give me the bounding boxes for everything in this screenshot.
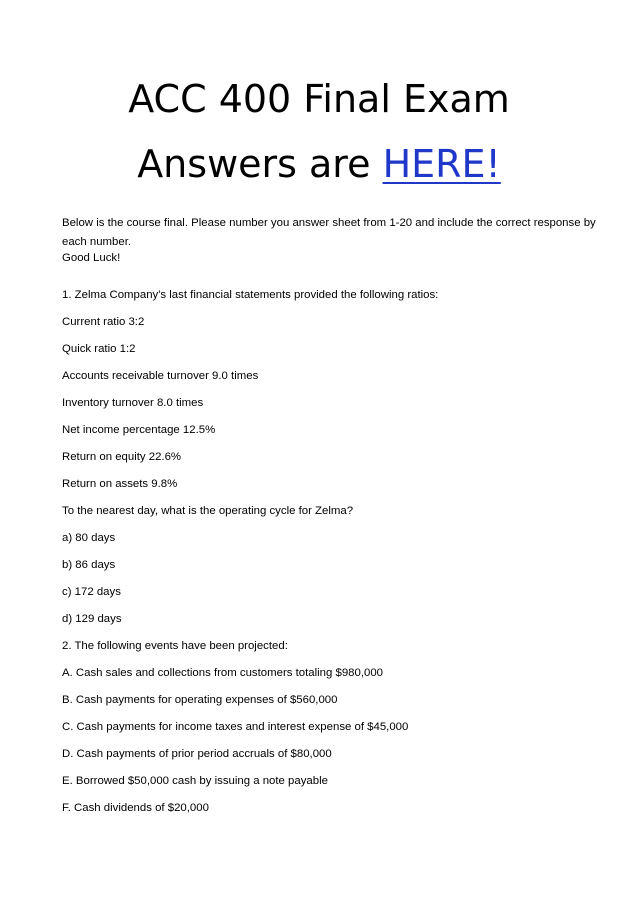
event-line: D. Cash payments of prior period accruals of $80,000 [62,748,332,760]
event-line: E. Borrowed $50,000 cash by issuing a note payable [62,775,328,787]
ratio-line: Quick ratio 1:2 [62,343,136,355]
page-title-line-2 [0,138,638,190]
ratio-line: Return on equity 22.6% [62,451,182,463]
event-line: B. Cash payments for operating expenses of $560,000 [62,694,338,706]
page-title-line-1: ACC 400 Final Exam [128,77,510,121]
ratio-line: Net income percentage 12.5% [62,424,216,436]
event-line: A. Cash sales and collections from customers totaling $980,000 [62,667,384,679]
good-luck-text: Good Luck! [62,252,121,264]
answer-option: b) 86 days [62,559,116,571]
ratio-line: Inventory turnover 8.0 times [62,397,204,409]
answer-option: d) 129 days [62,613,122,625]
question-1-text: 1. Zelma Company's last financial statements provided the following ratios: [62,289,439,301]
ratio-line: Return on assets 9.8% [62,478,178,490]
ratio-line: Current ratio 3:2 [62,316,145,328]
event-line: F. Cash dividends of $20,000 [62,802,209,814]
page-title-prefix: Answers are [137,142,383,186]
event-line: C. Cash payments for income taxes and interest expense of $45,000 [62,721,409,733]
answer-option: c) 172 days [62,586,121,598]
here-link[interactable]: HERE! [382,142,501,186]
question-2-text: 2. The following events have been projected: [62,640,288,652]
intro-paragraph: Below is the course final. Please number you answer sheet from 1-20 and include the correct response by each number. [62,217,596,248]
ratio-line: Accounts receivable turnover 9.0 times [62,370,259,382]
answer-option: a) 80 days [62,532,116,544]
question-1-prompt: To the nearest day, what is the operating cycle for Zelma? [62,505,354,517]
